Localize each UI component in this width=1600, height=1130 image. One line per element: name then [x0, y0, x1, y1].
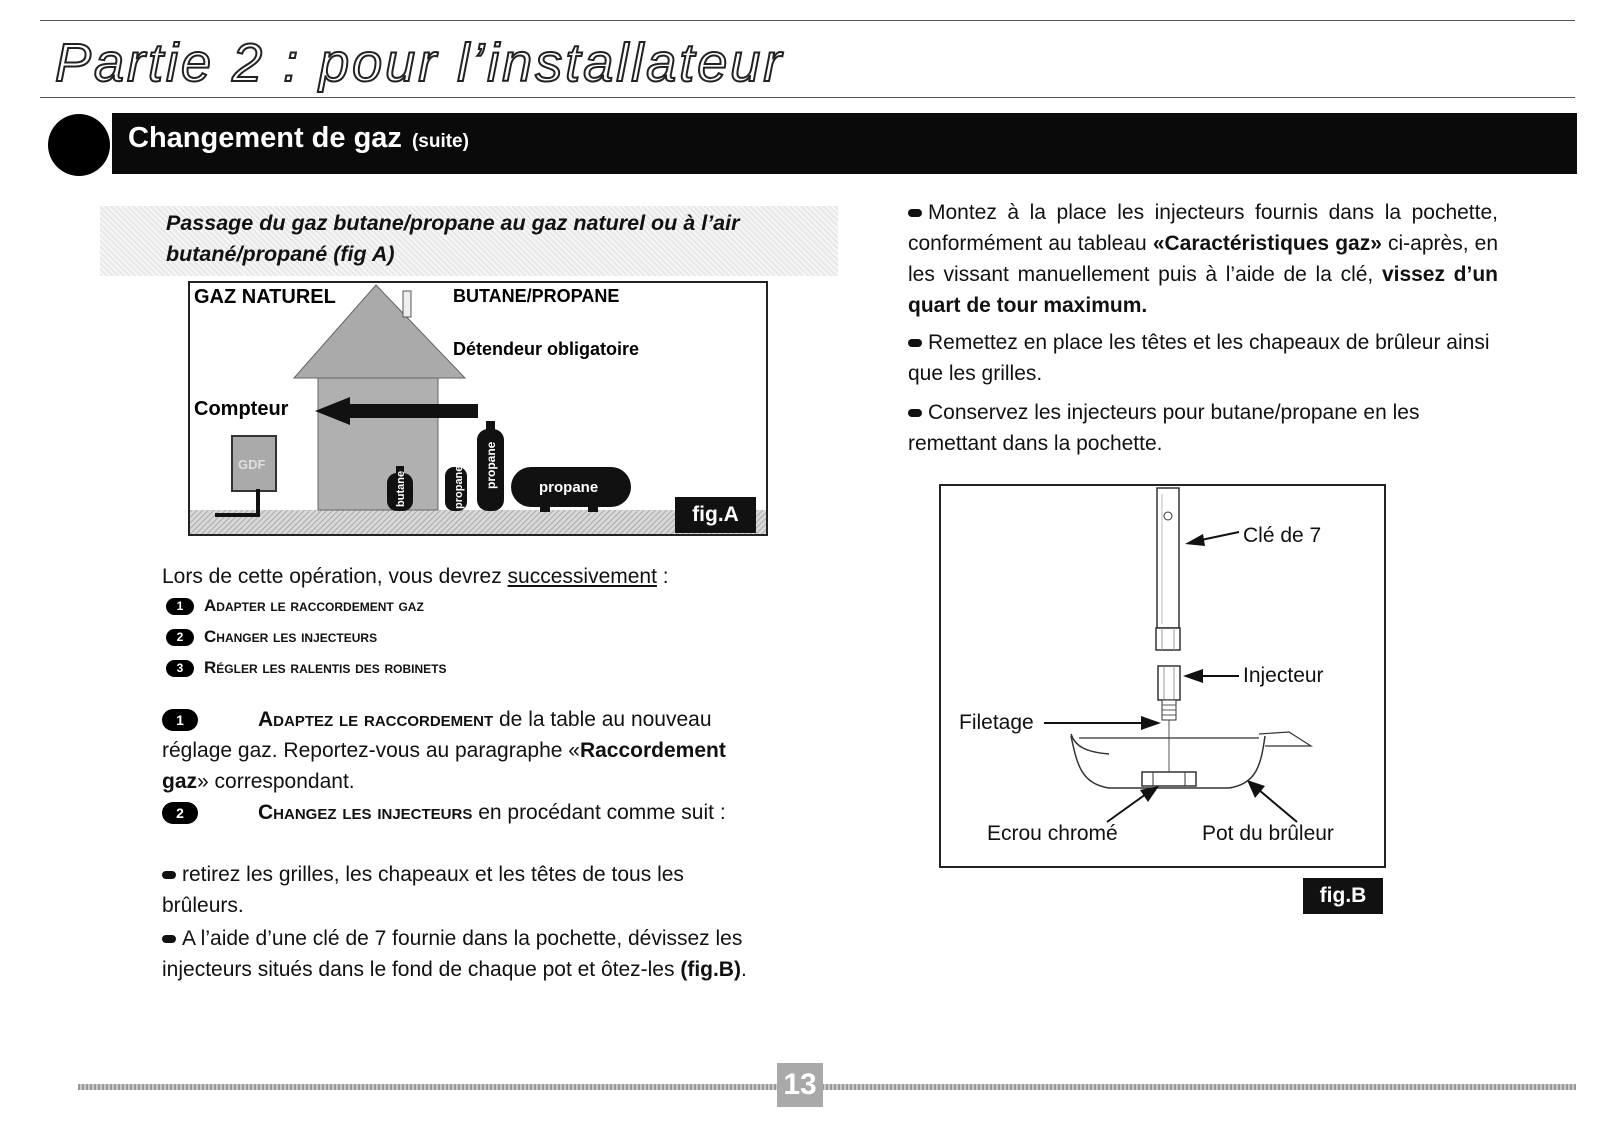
label-pot: Pot du brûleur — [1202, 822, 1334, 845]
bullet-1-text: retirez les grilles, les chapeaux et les têtes de tous les brûleurs. — [162, 863, 684, 917]
arrow-shaft — [344, 404, 478, 418]
label-detendeur: Détendeur obligatoire — [453, 339, 640, 359]
section-suffix: (suite) — [411, 131, 469, 152]
paragraph-1-text: de la table au nouveau réglage gaz. Reportez-vous au paragraphe « — [162, 708, 712, 762]
label-injecteur: Injecteur — [1243, 664, 1324, 687]
paragraph-2-lead: Changez les injecteurs — [258, 801, 473, 824]
wrench-socket — [1156, 628, 1180, 650]
chimney — [403, 291, 411, 317]
title-rule — [40, 97, 1575, 98]
step-1-number-icon: 1 — [166, 598, 194, 615]
intro-underline: successivement — [507, 565, 657, 588]
paragraph-1-bold: Raccordement gaz — [162, 739, 726, 793]
label-butane: butane — [395, 470, 407, 507]
pipe-riser — [256, 489, 260, 515]
section-title — [128, 122, 469, 155]
right-paragraph-3 — [908, 397, 1498, 459]
section-title-text: Changement de gaz — [128, 122, 402, 154]
bullet-icon — [908, 209, 922, 217]
label-ecrou: Ecrou chromé — [987, 822, 1118, 845]
right-paragraph-1-text: Montez à la place les injecteurs fournis dans la pochette, conformément au tableau — [908, 201, 1498, 255]
bullet-icon — [908, 339, 922, 347]
step-2-label: Changer les injecteurs — [204, 627, 378, 646]
right-paragraph-1-bold-1: «Caractéristiques gaz» — [1152, 232, 1382, 255]
bullet-icon — [162, 935, 176, 943]
bullet-1 — [162, 859, 752, 921]
top-rule — [40, 20, 1575, 21]
step-2-number-icon: 2 — [166, 629, 194, 646]
step-3-label: Régler les ralentis des robinets — [204, 658, 447, 677]
label-propane-tank: propane — [539, 479, 599, 496]
label-gdf: GDF — [238, 457, 266, 472]
label-gaz-naturel: GAZ NATUREL — [194, 286, 336, 308]
label-compteur: Compteur — [194, 398, 289, 420]
label-butane-propane: BUTANE/PROPANE — [453, 286, 620, 306]
pipe — [215, 513, 260, 517]
page-number: 13 — [777, 1063, 823, 1107]
intro-end: : — [656, 565, 669, 588]
tank-leg-left — [540, 506, 550, 512]
right-paragraph-1-bold-2: vissez d’un quart de tour maximum. — [908, 263, 1498, 317]
paragraph-2-text: en procédant comme suit : — [472, 801, 726, 824]
figure-b — [939, 484, 1389, 872]
label-propane-small: propane — [453, 465, 465, 509]
section-bullet — [48, 114, 110, 176]
bullet-2-end: . — [740, 958, 747, 981]
fig-a-label: fig.A — [675, 497, 756, 533]
step-1 — [166, 596, 424, 616]
wrench-shaft — [1157, 488, 1179, 628]
label-cle: Clé de 7 — [1243, 524, 1322, 547]
bullet-2-text: A l’aide d’une clé de 7 fournie dans la pochette, dévissez les injecteurs situés dans le fond de chaque pot et ôtez-les — [162, 927, 743, 981]
propane-valve — [486, 421, 495, 431]
right-paragraph-2-text: Remettez en place les têtes et les chapeaux de brûleur ainsi que les grilles. — [908, 331, 1490, 385]
step-2 — [166, 627, 377, 647]
fig-b-label: fig.B — [1303, 878, 1383, 914]
intro-main: Lors de cette opération, vous devrez — [162, 565, 508, 588]
house-body — [318, 378, 438, 510]
injector-body — [1158, 666, 1180, 700]
label-propane-tall: propane — [484, 441, 498, 489]
paragraph-1 — [162, 704, 752, 797]
tank-leg-right — [588, 506, 598, 512]
step-3-number-icon: 3 — [166, 660, 194, 677]
right-paragraph-1 — [908, 197, 1498, 321]
intro-text — [162, 561, 669, 592]
paragraph-1-number-icon: 1 — [162, 709, 198, 731]
right-paragraph-1-text-2: ci-après, en les vissant manuellement puis à l’aide de la clé, — [908, 232, 1498, 286]
paragraph-1-end: » correspondant. — [197, 770, 355, 793]
bullet-2 — [162, 923, 752, 985]
chrome-nut — [1142, 772, 1196, 786]
bullet-icon — [162, 871, 176, 879]
bullet-icon — [908, 409, 922, 417]
right-paragraph-2 — [908, 327, 1498, 389]
paragraph-2 — [162, 797, 752, 828]
subheading: Passage du gaz butane/propane au gaz naturel ou à l’air butané/propané (fig A) — [166, 211, 740, 266]
bottom-rule — [78, 1084, 1576, 1090]
step-1-label: Adapter le raccordement gaz — [204, 596, 424, 615]
step-3 — [166, 658, 447, 678]
paragraph-1-lead: Adaptez le raccordement — [258, 708, 494, 731]
label-filetage: Filetage — [959, 711, 1034, 734]
part-title: Partie 2 : pour l’installateur — [55, 33, 785, 93]
paragraph-2-number-icon: 2 — [162, 802, 198, 824]
right-paragraph-3-text: Conservez les injecteurs pour butane/propane en les remettant dans la pochette. — [908, 401, 1420, 455]
bullet-2-bold: (fig.B) — [680, 958, 741, 981]
